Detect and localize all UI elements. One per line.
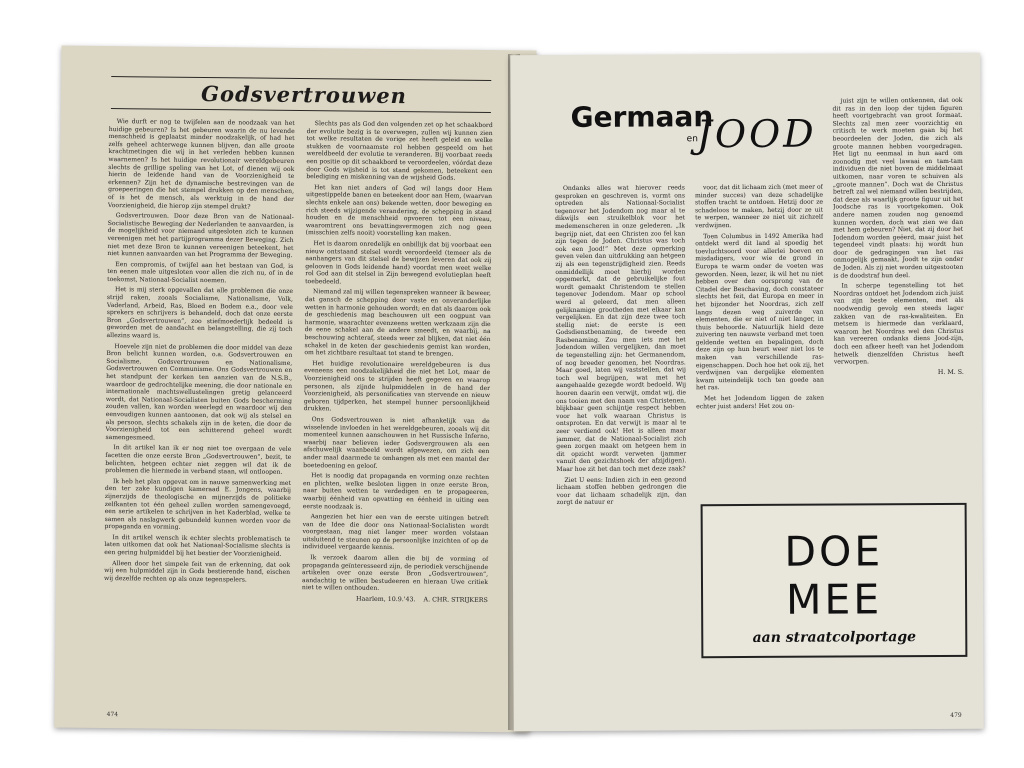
doe-mee-advertisement — [701, 503, 968, 658]
paragraph: Een compromis, of twijfel aan het bestaan van God, is ten eenen male uitgesloten voor allen die zich nu, of in de toekomst, Nationaal-Socialist noemen. — [107, 260, 294, 285]
date-line: Haarlem, 10.9.'43. — [356, 595, 416, 604]
paragraph: Aangezien het hier een van de eerste uitingen betreft van de Idee die door ons Nationaal-Socialisten wordt voorgestaan, mag niet langer meer worden volstaan uitsluitend te steunen op de persoonlijke inzichten of op de individueel vergaarde kennis. — [302, 513, 489, 552]
paragraph: Hoevele zijn niet de problemen die door middel van deze Bron belicht kunnen worden, o.a. Godsvertrouwen en Socialisme, Godsvertrouwen en Nationalisme, Godsvertrouwen en Communisme. Ons Godsvertrouwen en het standpunt der kerken ten aanzien van de N.S.B., waardoor de gedrochtelijke meening, die door nationale en internationale machtswellustelingen gretig gelanceerd wordt, dat Nationaal-Socialisten buiten Gods bescherming zouden vallen, kan worden weerlegd en waardoor wij den eenvoudigen kunnen aantoonen, dat ook wij als stelsel en als persoon, slechts schakels zijn in de keten, die door de Voorzienigheid tot een schitterend geheel wordt samengesmeed. — [105, 342, 293, 442]
paragraph: Ons Godsvertrouwen is niet afhankelijk van de wisselende invloeden in het wereldgebeuren, zooals wij dit momenteel kunnen aanschouwen in het Russische Inferno, waarbij naar believen ieder Godsvergrouwen als een afschuwelijk waanbeeld wordt afgewezen, om zich een ander maal daarmede te omhangen als met een mantel der boetedoening en geloof. — [303, 416, 490, 470]
author: A. CHR. STRIJKERS — [423, 596, 488, 605]
paragraph: Het kan niet anders of God wil langs door Hem uitgestippelde banen en beteekent door aan Hem, (waarvan slechts enkele aan ons) bekende wetten, door beweging en rich steeds wijzigende verandering, de schepping in stand houden en de menschheid opvoeren tot een niveau, waaromtrent ons bevattingsvermogen zich nog geen (misschien zelfs nooit) voorstelling kan maken. — [305, 183, 493, 238]
title-rule-top — [111, 76, 491, 81]
paragraph: Alleen door het simpele feit van de erkenning, dat ook wij een hulpmiddel zijn in Gods bestierende hand, eischen wij dezelfde rechten op als onze tegenspelers. — [103, 559, 291, 584]
paragraph: Het huidige revolutionaire wereldgebeuren is dus eveneens een noodzakelijkheid die niet het Lot, maar de Voorzienigheid ons te strijden heeft gegeven en waarop personen, als zijnde hulpmiddelen in de hand der Voorzienigheid, als personificaties van stervende en nieuw geboren tijdperken, het stempel hunner persoonlijkheid drukken. — [303, 359, 491, 413]
right-column-2 — [695, 184, 825, 495]
paragraph: In dit artikel kan ik er nog niet toe overgaan de vele facetten die onze eerste Bron „Godsvertrouwen”, bezit, te belichten, hetgeen echter niet zeggen wil dat ik de problemen die hiermede in verband staan, wil ontloopen. — [105, 444, 292, 476]
paragraph: voor, dat dit lichaam zich (met meer of minder succes) van deze schadelijke stoffen tracht te ontdoen. Hetzij door ze schadeloos te maken, hetzij door ze uit te werpen, wanneer ze niet uit zichzelf verdwijnen. — [694, 183, 824, 230]
ad-line-mee: MEE — [785, 575, 883, 624]
ad-subtitle: aan straatcolportage — [752, 629, 917, 646]
paragraph: Het is mij sterk opgevallen dat alle problemen die onze strijd raken, zooals Socialisme, Nationalisme, Volk, Vaderland, Arbeid, Ras, Bloed en Bodem e.a., door vele sprekers en schrijvers is behandeld, doch dat onze eerste Bron „Godsvertrouwen”, zoo stiefmoederlijk bedeeld is geworden met de aandacht en belangstelling, die zij toch allezins waard is. — [106, 286, 294, 340]
right-title-en: en — [686, 134, 698, 145]
left-column-1 — [103, 118, 295, 710]
paragraph: Wie durft er nog te twijfelen aan de noodzaak van het huidige gebeuren? Is het gebeuren waarin de nu levende menschheid is geplaatst minder noodzakelijk, of had het zelfs geheel achterwege kunnen blijven, dan alle groote krachtmetingen die wij in het verleden hebben kunnen waarnemen? Is het huidige revolutionair wereldgebeuren slechts de grillige speling van het Lot, of dienen wij ook hierin de leidende hand van de Voorzienigheid te erkennen? Zijn het de dynamische bestrevingen van de groepeeringen die het stempel drukken op den menschen, of is het de mensch, als werktuig in de hand der Voorzienigheid, die hierop zijn stempel drukt? — [107, 118, 295, 211]
paragraph: In dit artikel wensch ik echter slechts problematisch te laten uitkomen dat ook het Nationaal-Socialisme slechts is een gering hulpmiddel bij het bestier der Voorzienigheid. — [104, 533, 291, 558]
paragraph: Ik verzoek daarom allen die bij de vorming of propaganda geïnteresseerd zijn, de periodiek verschijnende artikelen over onze eerste Bron „Godsvertrouwen”, aandachtig te willen bestudeeren en hieraan Uwe critiek niet te willen onthouden. — [301, 554, 489, 593]
paragraph: Het is noodig dat propaganda en vorming onze rechten en plichten, welke besloten liggen in onze eerste Bron, naar buiten wetten te verdedigen en te propageeren, waarbij éénheid van opvatting en éénheid in uiting een eerste noodzaak is. — [302, 472, 490, 511]
paragraph: Toen Columbus in 1492 Amerika had ontdekt werd dit land al spoedig het toevluchtsoord voor allerlei boeven en misdadigers, voor wie de grond in Europa te warm onder de voeten was geworden. Neen, lezer, ik wil het nu niet hebben over den oorsprong van de Citadel der Beschaving, doch constateer slechts het feit, dat Europa en meer in het bijzonder het Noordras, zich zelf langs dezen weg zuiverde van elementen, die er niet of niet langer, in thuis behoorde. Natuurlijk hield deze zuivering ten nauwste verband met toen geldende wetten en bepalingen, doch deze zijn op hun beurt weer niet los te maken van verschillende ras-eigenschappen. Doch hoe het ook zij, het verdwijnen van dergelijke elementen kwam uiteindelijk toch ten goede aan het ras. — [695, 232, 824, 392]
paragraph: Niemand zal mij willen tegenspreken wanneer ik beweer, dat gansch de schepping door vaste en onveranderlijke wetten in harmonie gehouden wordt; en dat als daarom ook de geschiedenis mag beschouwen uit een oogpunt van harmonie, waarachter evenzeens wetten werkzaam zijn die de eene schakel aan de andere smeedt, en waarbij, na beschouwing achteraf, steeds weer zal blijken, dat niet één schakel in de keten der geschiedenis gemist kan worden, om het zichtbare resultaat tot stand te brengen. — [304, 288, 492, 358]
left-page-title: Godsvertrouwen — [200, 80, 408, 109]
page-number-right: 479 — [950, 711, 962, 719]
ad-line-doe: DOE — [784, 527, 884, 576]
right-column-3 — [832, 97, 964, 498]
paragraph: Godsvertrouwen. Door deze Bron van de Nationaal-Socialistische Beweging der Nederlanden te aanvaarden, is de mogelijkheid voor niemand uitgesloten zich te kunnen vereenigen met het partijprogramma dezer Beweging. Zich niet met deze Bron te kunnen vereenigen beteekent, het niet kunnen aanvaarden van het Programma der Beweging. — [107, 212, 294, 260]
paragraph: Ondanks alles wat hierover reeds gesproken en geschreven is, vormt ons optreden als Nationaal-Socialist tegenover het Jodendom nog maar al te dikwijls een struikelblok voor het medemenscheren in onze gelederen. „Ik begrijp niet, dat een Christen zoo fel kan zijn tegen de Joden. Christus was toch ook een Jood!” Met deze opmerking geven velen dan uitdrukking aan hetgeen zij als een tegenstrijdigheid zien. Reeds onmiddellijk moet hierbij worden opgemerkt, dat de gebruikelijke fout wordt gemaakt Christendom te stellen tegenover Jodendom. Maar op school werd al geleerd, dat men alleen gelijknamige grootheden met elkaar kan vergelijken. En dat zijn deze twee toch stellig niet: de eerste is een Godsdienstbenaming, de tweede een Rasbenaming. Zou men iets met het Jodendom willen vergelijken, dan moet de tegenstelling zijn: het Germanendom, of nog breeder genomen, het Noordras. Maar goed, laten wij vaststellen, dat wij toch wel begrijpen, wat met het aangehaalde gezegde wordt bedoeld. Wij hooren daarin een verwijt, omdat wij, die ons tooien met den naam van Christenen, blijkbaar geen schijntje respect hebben voor het volk waaraan Christus is ontsproten. En dat verwijt is maar al te zeer verdiend ook! Het is alleen maar jammer, dat de Nationaal-Socialist zich geen zorgen maakt om hetgeen hem in dit opzicht wordt verweten (jammer vanuit den gezichtshoek der afzijdigen). Maar hoe zit het dan toch met deze zaak? — [554, 184, 687, 473]
title-rule-bottom — [111, 108, 491, 113]
page-number-left: 474 — [106, 711, 119, 719]
signature-initials: H. M. S. — [937, 368, 964, 376]
right-title-germaan: Germaan — [570, 100, 714, 134]
paragraph: Slechts pas als God den volgenden zet op het schaakbord der evolutie bezig is te overwegen, zullen wij kunnen zien tot welke resultaten de vorige zet heeft geleid en welke stukken de voornaamste rol hebben gespeeld om het wereldbeeld der evolutie te veranderen. Bij voorbaat reeds een positie op dit schaakbord te veroordeelen, vóórdat deze door Gods wijsheid is tot stand gekomen, beteekent een belediging en miskenning van de wijsheid Gods. — [306, 120, 493, 182]
signature-line — [302, 595, 488, 605]
right-page — [510, 53, 984, 731]
magazine-spread — [20, 40, 1010, 740]
right-title-jood: JOOD — [696, 111, 817, 157]
left-page — [54, 46, 536, 733]
left-column-2 — [301, 120, 493, 722]
paragraph: Ik heb het plan opgevat om in nauwe samenwerking met den ter zake kundigen kameraad E. Jongens, waarbij zijnerzijds de theologische en mijnerzijds de politieke zelfkanten tot één geheel zullen worden samengevoegd, een serie artikelen te schrijven in het Kaderblad, welke te samen als naslagwerk gebundeld kunnen worden voor de propaganda en vorming. — [104, 477, 292, 532]
paragraph: In scherpe tegenstelling tot het Noordras ontdoet het Jodendom zich juist van zijn beste elementen, met als noodwendig gevolg een steeds lager zakken van de ras-kwaliteiten. En metsem is hiermede dan verklaard, waarom het Noordras wel den Christus kan vereeren ondanks diens Jood-zijn, doch een afkeer heeft van het Jodendom hetwelk dienzelfden Christus heeft verworpen. — [833, 282, 964, 366]
paragraph: Het is daarom onredelijk en onbillijk dat bij voorbaat een nieuw ontstaand stelsel wordt veroordeeld (temeer als de aanhangers van dit stelsel de bewijzen leveren dat ook zij gelooven in Gods leidende hand) voordat men weet welke rol God aan dit stelsel in Zijn bewegend evolutieplan heeft toebedeeld. — [305, 240, 492, 286]
paragraph: Met het Jodendom liggen de zaken echter juist anders! Het zou on- — [696, 394, 825, 410]
paragraph: juist zijn te willen ontkennen, dat ook dit ras in den loop der tijden figuren heeft voortgebracht van groot formaat. Slechts zal men zeer voorzichtig en critisch te werk moeten gaan bij het beoordeelen der Joden, die zich als groote mannen hebben voorgedragen. Het ligt nu eenmaal in hun aard om zoonodig met veel lawaai en tam-tam individuen die niet boven de middelmaat uitkomen, naar voren te schuiven als „groote mannen”. Doch wat de Christus betreft zal wel niemand willen bestrijden, dat deze als waarlijk groote figuur uit het Joodsche ras is voortgekomen. Ook andere namen zouden nog genoemd kunnen worden, doch wat zien we dan met hem gebeuren? Niet, dat zij door het Jodendom worden geëerd, maar juist het tegendeel vindt plaats: hij wordt hun door de gedragingen van het ras onmogelijk gemaakt, Joodt te zijn onder de Joden. Als zij niet worden uitgestooten is de doodstraf hun deel. — [832, 96, 964, 280]
paragraph: Ziet U eens: Indien zich in een gezond lichaam stoffen hebben gedrongen die voor dat lichaam schadelijk zijn, dan zorgt de natuur er — [556, 475, 687, 507]
right-column-1 — [555, 184, 688, 725]
